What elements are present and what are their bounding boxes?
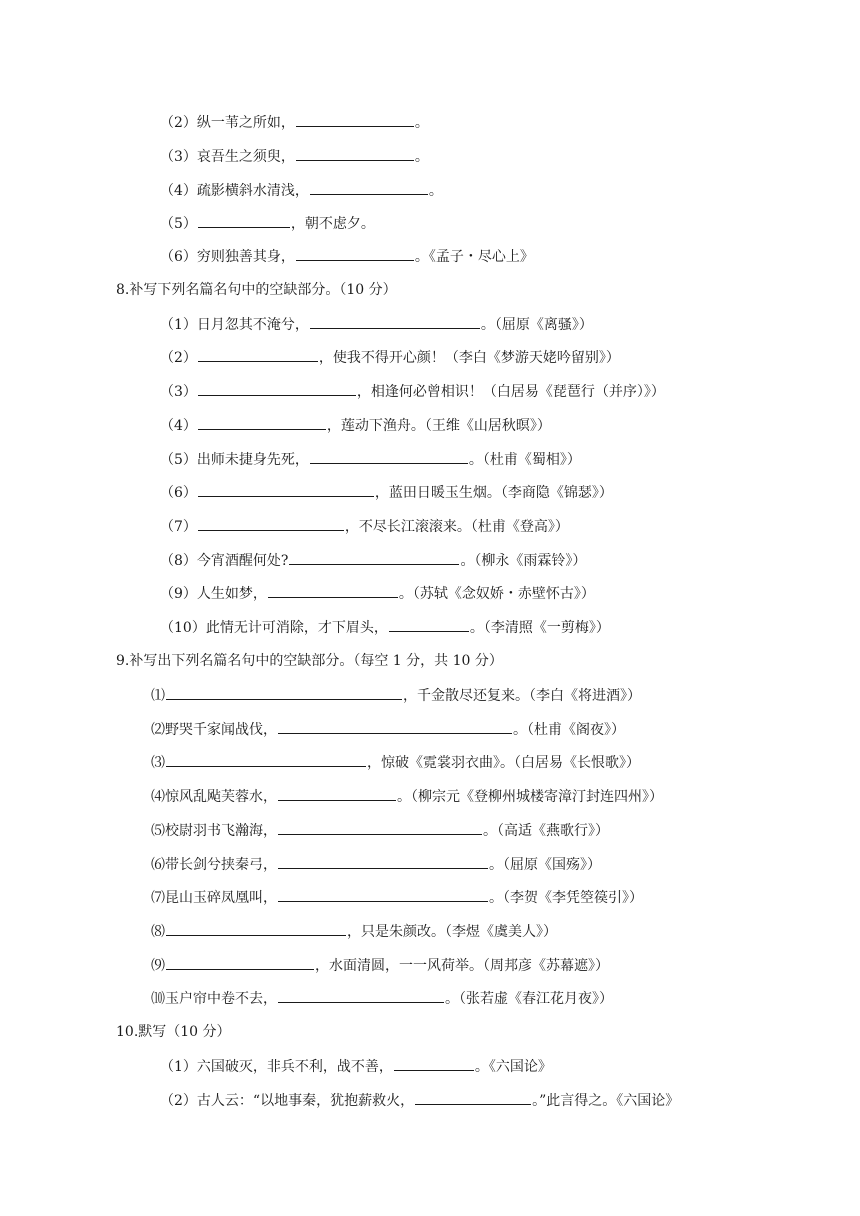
item-number: （3） (160, 384, 197, 400)
item-suffix: 。（李贺《李凭箜篌引》） (489, 890, 643, 906)
item-suffix: ，千金散尽还复来。（李白《将进酒》） (403, 688, 641, 704)
list-item (160, 381, 665, 401)
list-item (160, 617, 610, 637)
item-prefix: 今宵酒醒何处? (196, 553, 289, 569)
list-item (151, 988, 613, 1008)
item-number: ⑸ (151, 823, 165, 839)
item-suffix: 。《孟子・尽心上》 (414, 249, 534, 265)
item-suffix: 。（张若虚《春江花月夜》） (445, 991, 613, 1007)
answer-blank[interactable] (278, 988, 444, 1003)
answer-blank[interactable] (310, 449, 468, 464)
item-prefix: 穷则独善其身， (196, 249, 295, 265)
list-item (160, 112, 429, 132)
item-prefix: 疏影横斜水清浅， (196, 183, 309, 199)
item-prefix: 校尉羽书飞瀚海， (165, 823, 277, 839)
list-item (160, 482, 613, 502)
answer-blank[interactable] (278, 820, 482, 835)
item-prefix: 出师未捷身先死， (196, 452, 309, 468)
item-number: ⑽ (151, 991, 165, 1007)
item-number: ⑷ (151, 789, 165, 805)
item-suffix: 。（杜甫《阁夜》） (513, 722, 625, 738)
answer-blank[interactable] (296, 112, 414, 127)
item-suffix: 。（屈原《国殇》） (489, 857, 601, 873)
answer-blank[interactable] (166, 752, 366, 767)
list-item (160, 449, 581, 469)
item-prefix: 古人云：“以地事秦，犹抱薪救火， (196, 1093, 415, 1109)
item-number: （4） (160, 418, 197, 434)
answer-blank[interactable] (415, 1090, 531, 1105)
item-number: （8） (160, 553, 197, 569)
answer-blank[interactable] (278, 786, 396, 801)
list-item (151, 719, 625, 739)
list-item (160, 415, 551, 435)
item-suffix: ，水面清圆，一一风荷举。（周邦彦《苏幕遮》） (315, 958, 609, 974)
item-number: （1） (160, 1059, 197, 1075)
list-item (160, 1090, 679, 1110)
item-suffix: 。《六国论》 (474, 1059, 552, 1075)
item-number: ⑴ (151, 688, 165, 704)
answer-blank[interactable] (278, 887, 488, 902)
list-item (151, 820, 609, 840)
item-suffix: 。（屈原《离骚》） (480, 317, 593, 333)
item-prefix: 惊风乱飐芙蓉水， (165, 789, 277, 805)
answer-blank[interactable] (296, 246, 414, 261)
list-item (160, 213, 375, 233)
item-suffix: ，惊破《霓裳羽衣曲》。（白居易《长恨歌》） (367, 755, 640, 771)
answer-blank[interactable] (198, 347, 318, 362)
answer-blank[interactable] (278, 719, 512, 734)
section-heading: 10.默写（10 分） (116, 1024, 231, 1040)
list-item (160, 347, 620, 367)
item-suffix: 。（柳宗元《登柳州城楼寄漳汀封连四州》） (397, 789, 663, 805)
item-suffix: ，相逢何必曾相识！（白居易《琵琶行（并序）》） (356, 384, 665, 400)
answer-blank[interactable] (198, 516, 344, 531)
item-prefix: 六国破灭，非兵不利，战不善， (196, 1059, 393, 1075)
item-suffix: 。（李清照《一剪梅》） (469, 620, 610, 636)
item-suffix: ，只是朱颜改。（李煜《虞美人》） (347, 924, 557, 940)
item-number: （5） (160, 216, 197, 232)
item-prefix: 野哭千家闻战伐， (165, 722, 277, 738)
item-number: ⑺ (151, 890, 165, 906)
list-item (151, 921, 557, 941)
section-heading: 8.补写下列名篇名句中的空缺部分。（10 分） (116, 282, 397, 298)
list-item (160, 246, 534, 266)
item-prefix: 哀吾生之须臾， (196, 149, 295, 165)
list-item (160, 550, 586, 570)
item-prefix: 昆山玉碎凤凰叫， (165, 890, 277, 906)
item-number: （6） (160, 249, 197, 265)
list-item (160, 314, 593, 334)
item-suffix: 。（柳永《雨霖铃》） (460, 553, 587, 569)
item-number: （4） (160, 183, 197, 199)
item-suffix: ，朝不虑夕。 (290, 216, 375, 232)
answer-blank[interactable] (198, 381, 356, 396)
item-number: ⑼ (151, 958, 165, 974)
item-prefix: 日月忽其不淹兮， (196, 317, 309, 333)
item-number: ⑻ (151, 924, 165, 940)
item-number: ⑹ (151, 857, 165, 873)
item-suffix: ，不尽长江滚滚来。（杜甫《登高》） (344, 519, 569, 535)
answer-blank[interactable] (166, 955, 314, 970)
item-suffix: 。 (414, 115, 429, 131)
item-suffix: ，使我不得开心颜！（李白《梦游天姥吟留别》） (318, 350, 620, 366)
list-item (151, 685, 641, 705)
answer-blank[interactable] (166, 685, 402, 700)
item-number: （5） (160, 452, 197, 468)
item-prefix: 此情无计可消除，才下眉头， (205, 620, 388, 636)
answer-blank[interactable] (310, 314, 480, 329)
list-item (160, 516, 569, 536)
answer-blank[interactable] (268, 583, 398, 598)
answer-blank[interactable] (289, 550, 459, 565)
item-suffix: 。 (428, 183, 443, 199)
section-heading: 9.补写出下列名篇名句中的空缺部分。（每空 1 分，共 10 分） (116, 653, 503, 669)
answer-blank[interactable] (389, 617, 469, 632)
item-number: （1） (160, 317, 197, 333)
list-item (151, 786, 663, 806)
item-suffix: 。”此言得之。《六国论》 (532, 1093, 680, 1109)
item-number: ⑵ (151, 722, 165, 738)
list-item (160, 180, 443, 200)
list-item (151, 955, 609, 975)
answer-blank[interactable] (394, 1056, 474, 1071)
answer-blank[interactable] (296, 146, 414, 161)
item-number: （3） (160, 149, 197, 165)
answer-blank[interactable] (278, 854, 488, 869)
list-item (151, 752, 640, 772)
list-item (160, 1056, 552, 1076)
item-suffix: ，莲动下渔舟。（王维《山居秋暝》） (326, 418, 551, 434)
list-item (160, 583, 595, 603)
item-number: （2） (160, 1093, 197, 1109)
item-number: （2） (160, 115, 197, 131)
answer-blank[interactable] (198, 213, 290, 228)
item-prefix: 人生如梦， (196, 586, 267, 602)
list-item (160, 146, 429, 166)
item-number: （10） (160, 620, 206, 636)
item-prefix: 玉户帘中卷不去， (165, 991, 277, 1007)
item-suffix: 。（杜甫《蜀相》） (468, 452, 581, 468)
item-number: （9） (160, 586, 197, 602)
list-item (151, 887, 643, 907)
answer-blank[interactable] (198, 482, 374, 497)
item-number: （2） (160, 350, 197, 366)
item-suffix: 。（高适《燕歌行》） (483, 823, 609, 839)
item-prefix: 纵一苇之所如， (196, 115, 295, 131)
answer-blank[interactable] (198, 415, 326, 430)
list-item (151, 854, 601, 874)
answer-blank[interactable] (310, 180, 428, 195)
item-number: （7） (160, 519, 197, 535)
answer-blank[interactable] (166, 921, 346, 936)
item-number: （6） (160, 485, 197, 501)
item-suffix: ，蓝田日暖玉生烟。（李商隐《锦瑟》） (374, 485, 613, 501)
item-suffix: 。（苏轼《念奴娇・赤壁怀古》） (398, 586, 595, 602)
item-suffix: 。 (414, 149, 429, 165)
item-prefix: 带长剑兮挟秦弓， (165, 857, 277, 873)
item-number: ⑶ (151, 755, 165, 771)
